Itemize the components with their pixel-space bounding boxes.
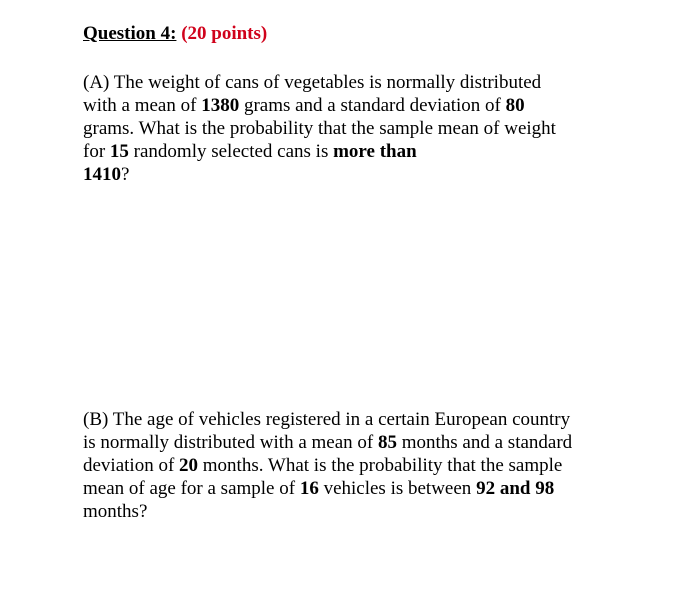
part-a-line: for 15 randomly selected cans is more than	[83, 141, 417, 162]
sample-size-value: 15	[109, 141, 129, 162]
range-values: 92 and 98	[476, 478, 555, 499]
part-a-line: 1410?	[83, 164, 130, 185]
part-a-paragraph	[83, 71, 643, 186]
std-dev-value: 80	[505, 95, 525, 116]
part-b-line: deviation of 20 months. What is the probability that the sample	[83, 455, 563, 476]
std-dev-value: 20	[179, 455, 199, 476]
question-heading	[83, 23, 267, 45]
part-a-line: grams. What is the probability that the sample mean of weight	[83, 118, 556, 139]
mean-value: 1380	[201, 95, 240, 116]
mean-value: 85	[377, 432, 397, 453]
question-label: Question 4:	[83, 23, 177, 44]
threshold-value: 1410	[83, 164, 121, 185]
part-a-line: with a mean of 1380 grams and a standard deviation of 80	[83, 95, 525, 116]
part-b-line: (B) The age of vehicles registered in a certain European country	[83, 409, 571, 430]
comparison-phrase: more than	[333, 141, 417, 162]
part-b-paragraph	[83, 408, 643, 523]
part-b-line: mean of age for a sample of 16 vehicles is between 92 and 98	[83, 478, 555, 499]
part-a-line: (A) The weight of cans of vegetables is normally distributed	[83, 72, 542, 93]
sample-size-value: 16	[299, 478, 319, 499]
part-b-line: months?	[83, 501, 148, 522]
question-points: (20 points)	[181, 23, 268, 44]
part-b-line: is normally distributed with a mean of 85 months and a standard	[83, 432, 573, 453]
